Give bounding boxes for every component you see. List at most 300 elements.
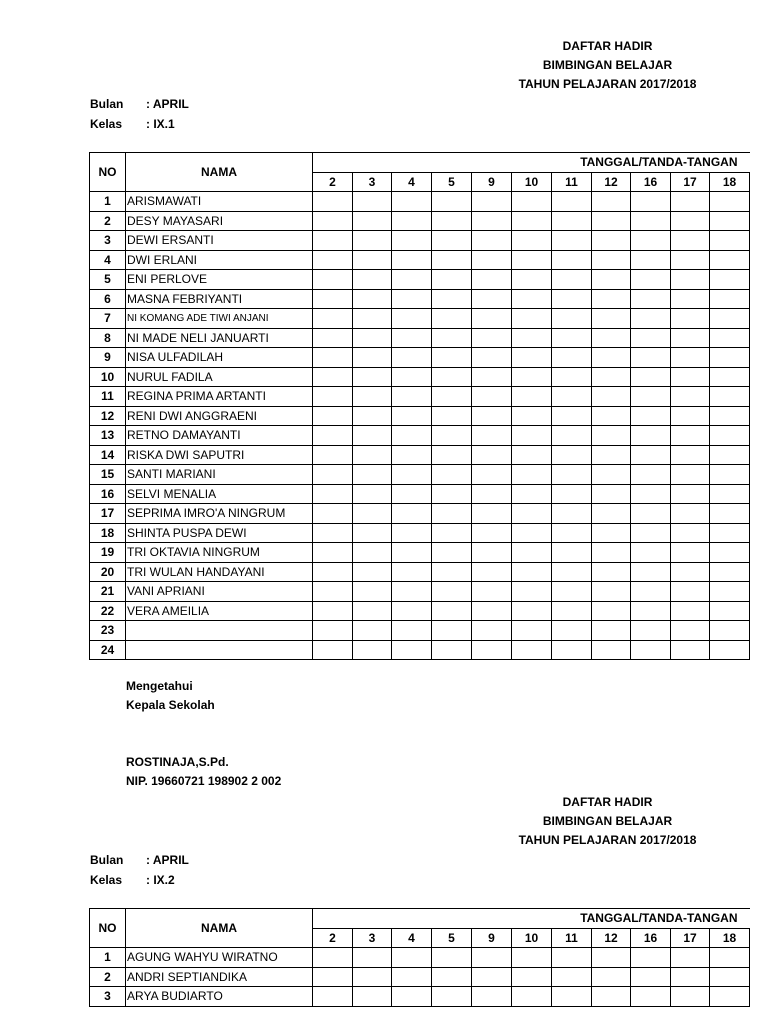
signature-cell[interactable] — [313, 211, 353, 231]
signature-cell[interactable] — [432, 348, 472, 368]
signature-cell[interactable] — [552, 465, 592, 485]
signature-cell[interactable] — [671, 426, 710, 446]
signature-cell[interactable] — [710, 289, 750, 309]
signature-cell[interactable] — [552, 289, 592, 309]
signature-cell[interactable] — [432, 367, 472, 387]
signature-cell[interactable] — [353, 640, 392, 660]
signature-cell[interactable] — [432, 504, 472, 524]
signature-cell[interactable] — [392, 484, 432, 504]
signature-cell[interactable] — [631, 289, 671, 309]
signature-cell[interactable] — [671, 192, 710, 212]
signature-cell[interactable] — [671, 967, 710, 987]
signature-cell[interactable] — [552, 445, 592, 465]
signature-cell[interactable] — [710, 445, 750, 465]
signature-cell[interactable] — [512, 270, 552, 290]
signature-cell[interactable] — [631, 406, 671, 426]
signature-cell[interactable] — [592, 289, 631, 309]
signature-cell[interactable] — [353, 289, 392, 309]
signature-cell[interactable] — [512, 445, 552, 465]
signature-cell[interactable] — [392, 367, 432, 387]
signature-cell[interactable] — [552, 211, 592, 231]
signature-cell[interactable] — [313, 640, 353, 660]
signature-cell[interactable] — [592, 562, 631, 582]
signature-cell[interactable] — [631, 523, 671, 543]
signature-cell[interactable] — [313, 967, 353, 987]
signature-cell[interactable] — [552, 967, 592, 987]
signature-cell[interactable] — [353, 601, 392, 621]
signature-cell[interactable] — [592, 640, 631, 660]
signature-cell[interactable] — [592, 406, 631, 426]
signature-cell[interactable] — [710, 582, 750, 602]
signature-cell[interactable] — [671, 948, 710, 968]
signature-cell[interactable] — [631, 367, 671, 387]
signature-cell[interactable] — [512, 465, 552, 485]
signature-cell[interactable] — [472, 987, 512, 1007]
signature-cell[interactable] — [671, 270, 710, 290]
signature-cell[interactable] — [472, 289, 512, 309]
signature-cell[interactable] — [472, 426, 512, 446]
signature-cell[interactable] — [432, 621, 472, 641]
signature-cell[interactable] — [552, 387, 592, 407]
signature-cell[interactable] — [432, 640, 472, 660]
signature-cell[interactable] — [392, 621, 432, 641]
signature-cell[interactable] — [472, 406, 512, 426]
signature-cell[interactable] — [313, 309, 353, 329]
signature-cell[interactable] — [631, 328, 671, 348]
signature-cell[interactable] — [552, 543, 592, 563]
signature-cell[interactable] — [392, 967, 432, 987]
signature-cell[interactable] — [671, 289, 710, 309]
signature-cell[interactable] — [710, 348, 750, 368]
signature-cell[interactable] — [512, 250, 552, 270]
signature-cell[interactable] — [472, 211, 512, 231]
signature-cell[interactable] — [392, 562, 432, 582]
signature-cell[interactable] — [432, 250, 472, 270]
signature-cell[interactable] — [313, 231, 353, 251]
signature-cell[interactable] — [552, 367, 592, 387]
signature-cell[interactable] — [392, 309, 432, 329]
signature-cell[interactable] — [313, 465, 353, 485]
signature-cell[interactable] — [472, 348, 512, 368]
signature-cell[interactable] — [552, 406, 592, 426]
signature-cell[interactable] — [710, 367, 750, 387]
signature-cell[interactable] — [512, 582, 552, 602]
signature-cell[interactable] — [710, 484, 750, 504]
signature-cell[interactable] — [552, 231, 592, 251]
signature-cell[interactable] — [710, 328, 750, 348]
signature-cell[interactable] — [353, 967, 392, 987]
signature-cell[interactable] — [671, 582, 710, 602]
signature-cell[interactable] — [631, 543, 671, 563]
signature-cell[interactable] — [631, 211, 671, 231]
signature-cell[interactable] — [671, 328, 710, 348]
signature-cell[interactable] — [710, 192, 750, 212]
signature-cell[interactable] — [512, 484, 552, 504]
signature-cell[interactable] — [472, 367, 512, 387]
signature-cell[interactable] — [592, 465, 631, 485]
signature-cell[interactable] — [671, 367, 710, 387]
signature-cell[interactable] — [432, 426, 472, 446]
signature-cell[interactable] — [552, 192, 592, 212]
signature-cell[interactable] — [631, 601, 671, 621]
signature-cell[interactable] — [710, 504, 750, 524]
signature-cell[interactable] — [512, 387, 552, 407]
signature-cell[interactable] — [353, 192, 392, 212]
signature-cell[interactable] — [552, 621, 592, 641]
signature-cell[interactable] — [552, 987, 592, 1007]
signature-cell[interactable] — [313, 543, 353, 563]
signature-cell[interactable] — [671, 250, 710, 270]
signature-cell[interactable] — [392, 543, 432, 563]
signature-cell[interactable] — [472, 465, 512, 485]
signature-cell[interactable] — [313, 192, 353, 212]
signature-cell[interactable] — [472, 250, 512, 270]
signature-cell[interactable] — [631, 562, 671, 582]
signature-cell[interactable] — [710, 621, 750, 641]
signature-cell[interactable] — [432, 582, 472, 602]
signature-cell[interactable] — [631, 348, 671, 368]
signature-cell[interactable] — [313, 987, 353, 1007]
signature-cell[interactable] — [313, 270, 353, 290]
signature-cell[interactable] — [512, 621, 552, 641]
signature-cell[interactable] — [631, 250, 671, 270]
signature-cell[interactable] — [671, 621, 710, 641]
signature-cell[interactable] — [353, 250, 392, 270]
signature-cell[interactable] — [710, 406, 750, 426]
signature-cell[interactable] — [631, 504, 671, 524]
signature-cell[interactable] — [592, 967, 631, 987]
signature-cell[interactable] — [592, 504, 631, 524]
signature-cell[interactable] — [392, 504, 432, 524]
signature-cell[interactable] — [472, 562, 512, 582]
signature-cell[interactable] — [592, 211, 631, 231]
signature-cell[interactable] — [671, 601, 710, 621]
signature-cell[interactable] — [592, 270, 631, 290]
signature-cell[interactable] — [631, 445, 671, 465]
signature-cell[interactable] — [392, 328, 432, 348]
signature-cell[interactable] — [392, 192, 432, 212]
signature-cell[interactable] — [353, 348, 392, 368]
signature-cell[interactable] — [472, 231, 512, 251]
signature-cell[interactable] — [432, 967, 472, 987]
signature-cell[interactable] — [512, 987, 552, 1007]
signature-cell[interactable] — [631, 426, 671, 446]
signature-cell[interactable] — [512, 504, 552, 524]
signature-cell[interactable] — [392, 387, 432, 407]
signature-cell[interactable] — [353, 367, 392, 387]
signature-cell[interactable] — [432, 465, 472, 485]
signature-cell[interactable] — [392, 523, 432, 543]
signature-cell[interactable] — [671, 445, 710, 465]
signature-cell[interactable] — [353, 948, 392, 968]
signature-cell[interactable] — [710, 426, 750, 446]
signature-cell[interactable] — [472, 328, 512, 348]
signature-cell[interactable] — [313, 289, 353, 309]
signature-cell[interactable] — [552, 601, 592, 621]
signature-cell[interactable] — [313, 562, 353, 582]
signature-cell[interactable] — [313, 328, 353, 348]
signature-cell[interactable] — [512, 328, 552, 348]
signature-cell[interactable] — [472, 504, 512, 524]
signature-cell[interactable] — [710, 562, 750, 582]
signature-cell[interactable] — [353, 484, 392, 504]
signature-cell[interactable] — [710, 465, 750, 485]
signature-cell[interactable] — [552, 948, 592, 968]
signature-cell[interactable] — [552, 523, 592, 543]
signature-cell[interactable] — [392, 289, 432, 309]
signature-cell[interactable] — [592, 309, 631, 329]
signature-cell[interactable] — [592, 601, 631, 621]
signature-cell[interactable] — [392, 426, 432, 446]
signature-cell[interactable] — [353, 445, 392, 465]
signature-cell[interactable] — [353, 426, 392, 446]
signature-cell[interactable] — [592, 523, 631, 543]
signature-cell[interactable] — [313, 948, 353, 968]
signature-cell[interactable] — [710, 987, 750, 1007]
signature-cell[interactable] — [671, 465, 710, 485]
signature-cell[interactable] — [631, 387, 671, 407]
signature-cell[interactable] — [313, 387, 353, 407]
signature-cell[interactable] — [592, 348, 631, 368]
signature-cell[interactable] — [710, 967, 750, 987]
signature-cell[interactable] — [512, 309, 552, 329]
signature-cell[interactable] — [472, 484, 512, 504]
signature-cell[interactable] — [512, 192, 552, 212]
signature-cell[interactable] — [432, 328, 472, 348]
signature-cell[interactable] — [512, 426, 552, 446]
signature-cell[interactable] — [392, 948, 432, 968]
signature-cell[interactable] — [592, 445, 631, 465]
signature-cell[interactable] — [392, 640, 432, 660]
signature-cell[interactable] — [353, 543, 392, 563]
signature-cell[interactable] — [472, 445, 512, 465]
signature-cell[interactable] — [592, 328, 631, 348]
signature-cell[interactable] — [552, 328, 592, 348]
signature-cell[interactable] — [512, 367, 552, 387]
signature-cell[interactable] — [313, 484, 353, 504]
signature-cell[interactable] — [592, 192, 631, 212]
signature-cell[interactable] — [631, 582, 671, 602]
signature-cell[interactable] — [392, 987, 432, 1007]
signature-cell[interactable] — [353, 231, 392, 251]
signature-cell[interactable] — [671, 523, 710, 543]
signature-cell[interactable] — [671, 987, 710, 1007]
signature-cell[interactable] — [631, 967, 671, 987]
signature-cell[interactable] — [552, 562, 592, 582]
signature-cell[interactable] — [432, 406, 472, 426]
signature-cell[interactable] — [432, 562, 472, 582]
signature-cell[interactable] — [313, 621, 353, 641]
signature-cell[interactable] — [472, 948, 512, 968]
signature-cell[interactable] — [512, 231, 552, 251]
signature-cell[interactable] — [472, 543, 512, 563]
signature-cell[interactable] — [552, 504, 592, 524]
signature-cell[interactable] — [631, 192, 671, 212]
signature-cell[interactable] — [631, 484, 671, 504]
signature-cell[interactable] — [671, 348, 710, 368]
signature-cell[interactable] — [552, 640, 592, 660]
signature-cell[interactable] — [671, 231, 710, 251]
signature-cell[interactable] — [592, 582, 631, 602]
signature-cell[interactable] — [472, 270, 512, 290]
signature-cell[interactable] — [392, 348, 432, 368]
signature-cell[interactable] — [552, 250, 592, 270]
signature-cell[interactable] — [353, 465, 392, 485]
signature-cell[interactable] — [631, 270, 671, 290]
signature-cell[interactable] — [472, 621, 512, 641]
signature-cell[interactable] — [392, 601, 432, 621]
signature-cell[interactable] — [313, 601, 353, 621]
signature-cell[interactable] — [353, 582, 392, 602]
signature-cell[interactable] — [512, 948, 552, 968]
signature-cell[interactable] — [392, 250, 432, 270]
signature-cell[interactable] — [432, 309, 472, 329]
signature-cell[interactable] — [353, 523, 392, 543]
signature-cell[interactable] — [313, 582, 353, 602]
signature-cell[interactable] — [512, 348, 552, 368]
signature-cell[interactable] — [472, 640, 512, 660]
signature-cell[interactable] — [512, 289, 552, 309]
signature-cell[interactable] — [552, 582, 592, 602]
signature-cell[interactable] — [710, 270, 750, 290]
signature-cell[interactable] — [631, 231, 671, 251]
signature-cell[interactable] — [432, 445, 472, 465]
signature-cell[interactable] — [671, 309, 710, 329]
signature-cell[interactable] — [592, 484, 631, 504]
signature-cell[interactable] — [592, 250, 631, 270]
signature-cell[interactable] — [671, 562, 710, 582]
signature-cell[interactable] — [353, 562, 392, 582]
signature-cell[interactable] — [631, 948, 671, 968]
signature-cell[interactable] — [552, 426, 592, 446]
signature-cell[interactable] — [671, 504, 710, 524]
signature-cell[interactable] — [432, 270, 472, 290]
signature-cell[interactable] — [631, 987, 671, 1007]
signature-cell[interactable] — [392, 465, 432, 485]
signature-cell[interactable] — [631, 621, 671, 641]
signature-cell[interactable] — [472, 309, 512, 329]
signature-cell[interactable] — [313, 348, 353, 368]
signature-cell[interactable] — [472, 582, 512, 602]
signature-cell[interactable] — [592, 426, 631, 446]
signature-cell[interactable] — [592, 231, 631, 251]
signature-cell[interactable] — [432, 289, 472, 309]
signature-cell[interactable] — [512, 562, 552, 582]
signature-cell[interactable] — [671, 484, 710, 504]
signature-cell[interactable] — [592, 987, 631, 1007]
signature-cell[interactable] — [671, 211, 710, 231]
signature-cell[interactable] — [432, 484, 472, 504]
signature-cell[interactable] — [472, 523, 512, 543]
signature-cell[interactable] — [671, 406, 710, 426]
signature-cell[interactable] — [472, 601, 512, 621]
signature-cell[interactable] — [631, 309, 671, 329]
signature-cell[interactable] — [592, 948, 631, 968]
signature-cell[interactable] — [472, 192, 512, 212]
signature-cell[interactable] — [313, 250, 353, 270]
signature-cell[interactable] — [392, 582, 432, 602]
signature-cell[interactable] — [313, 367, 353, 387]
signature-cell[interactable] — [710, 601, 750, 621]
student-name: RETNO DAMAYANTI — [126, 426, 313, 446]
signature-cell[interactable] — [592, 367, 631, 387]
signature-cell[interactable] — [313, 426, 353, 446]
signature-cell[interactable] — [432, 387, 472, 407]
signature-cell[interactable] — [432, 948, 472, 968]
signature-cell[interactable] — [552, 309, 592, 329]
signature-cell[interactable] — [592, 543, 631, 563]
signature-cell[interactable] — [710, 309, 750, 329]
signature-cell[interactable] — [512, 523, 552, 543]
signature-cell[interactable] — [353, 211, 392, 231]
signature-cell[interactable] — [353, 270, 392, 290]
signature-cell[interactable] — [392, 231, 432, 251]
signature-cell[interactable] — [592, 387, 631, 407]
signature-cell[interactable] — [710, 231, 750, 251]
signature-cell[interactable] — [392, 445, 432, 465]
student-name: RENI DWI ANGGRAENI — [126, 406, 313, 426]
signature-cell[interactable] — [432, 987, 472, 1007]
signature-cell[interactable] — [512, 543, 552, 563]
signature-cell[interactable] — [353, 406, 392, 426]
signature-cell[interactable] — [353, 987, 392, 1007]
signature-cell[interactable] — [432, 543, 472, 563]
signature-cell[interactable] — [392, 211, 432, 231]
signature-cell[interactable] — [432, 601, 472, 621]
signature-cell[interactable] — [472, 967, 512, 987]
signature-cell[interactable] — [552, 484, 592, 504]
signature-cell[interactable] — [353, 621, 392, 641]
signature-cell[interactable] — [432, 231, 472, 251]
signature-cell[interactable] — [313, 504, 353, 524]
signature-cell[interactable] — [512, 640, 552, 660]
signature-cell[interactable] — [710, 250, 750, 270]
signature-cell[interactable] — [552, 348, 592, 368]
signature-cell[interactable] — [512, 406, 552, 426]
signature-cell[interactable] — [512, 967, 552, 987]
signature-cell[interactable] — [671, 387, 710, 407]
signature-cell[interactable] — [512, 601, 552, 621]
signature-cell[interactable] — [313, 523, 353, 543]
signature-cell[interactable] — [392, 406, 432, 426]
signature-cell[interactable] — [552, 270, 592, 290]
signature-cell[interactable] — [472, 387, 512, 407]
signature-cell[interactable] — [313, 406, 353, 426]
row-number: 3 — [90, 231, 126, 251]
signature-cell[interactable] — [710, 640, 750, 660]
signature-cell[interactable] — [432, 523, 472, 543]
signature-cell[interactable] — [671, 640, 710, 660]
signature-cell[interactable] — [710, 543, 750, 563]
signature-cell[interactable] — [710, 948, 750, 968]
signature-cell[interactable] — [432, 192, 472, 212]
signature-cell[interactable] — [671, 543, 710, 563]
signature-cell[interactable] — [353, 328, 392, 348]
signature-cell[interactable] — [631, 465, 671, 485]
signature-cell[interactable] — [432, 211, 472, 231]
signature-cell[interactable] — [710, 387, 750, 407]
signature-cell[interactable] — [710, 523, 750, 543]
signature-cell[interactable] — [392, 270, 432, 290]
signature-cell[interactable] — [592, 621, 631, 641]
signature-cell[interactable] — [353, 387, 392, 407]
signature-cell[interactable] — [710, 211, 750, 231]
signature-cell[interactable] — [353, 309, 392, 329]
signature-cell[interactable] — [313, 445, 353, 465]
signature-cell[interactable] — [353, 504, 392, 524]
signature-cell[interactable] — [631, 640, 671, 660]
signature-cell[interactable] — [512, 211, 552, 231]
